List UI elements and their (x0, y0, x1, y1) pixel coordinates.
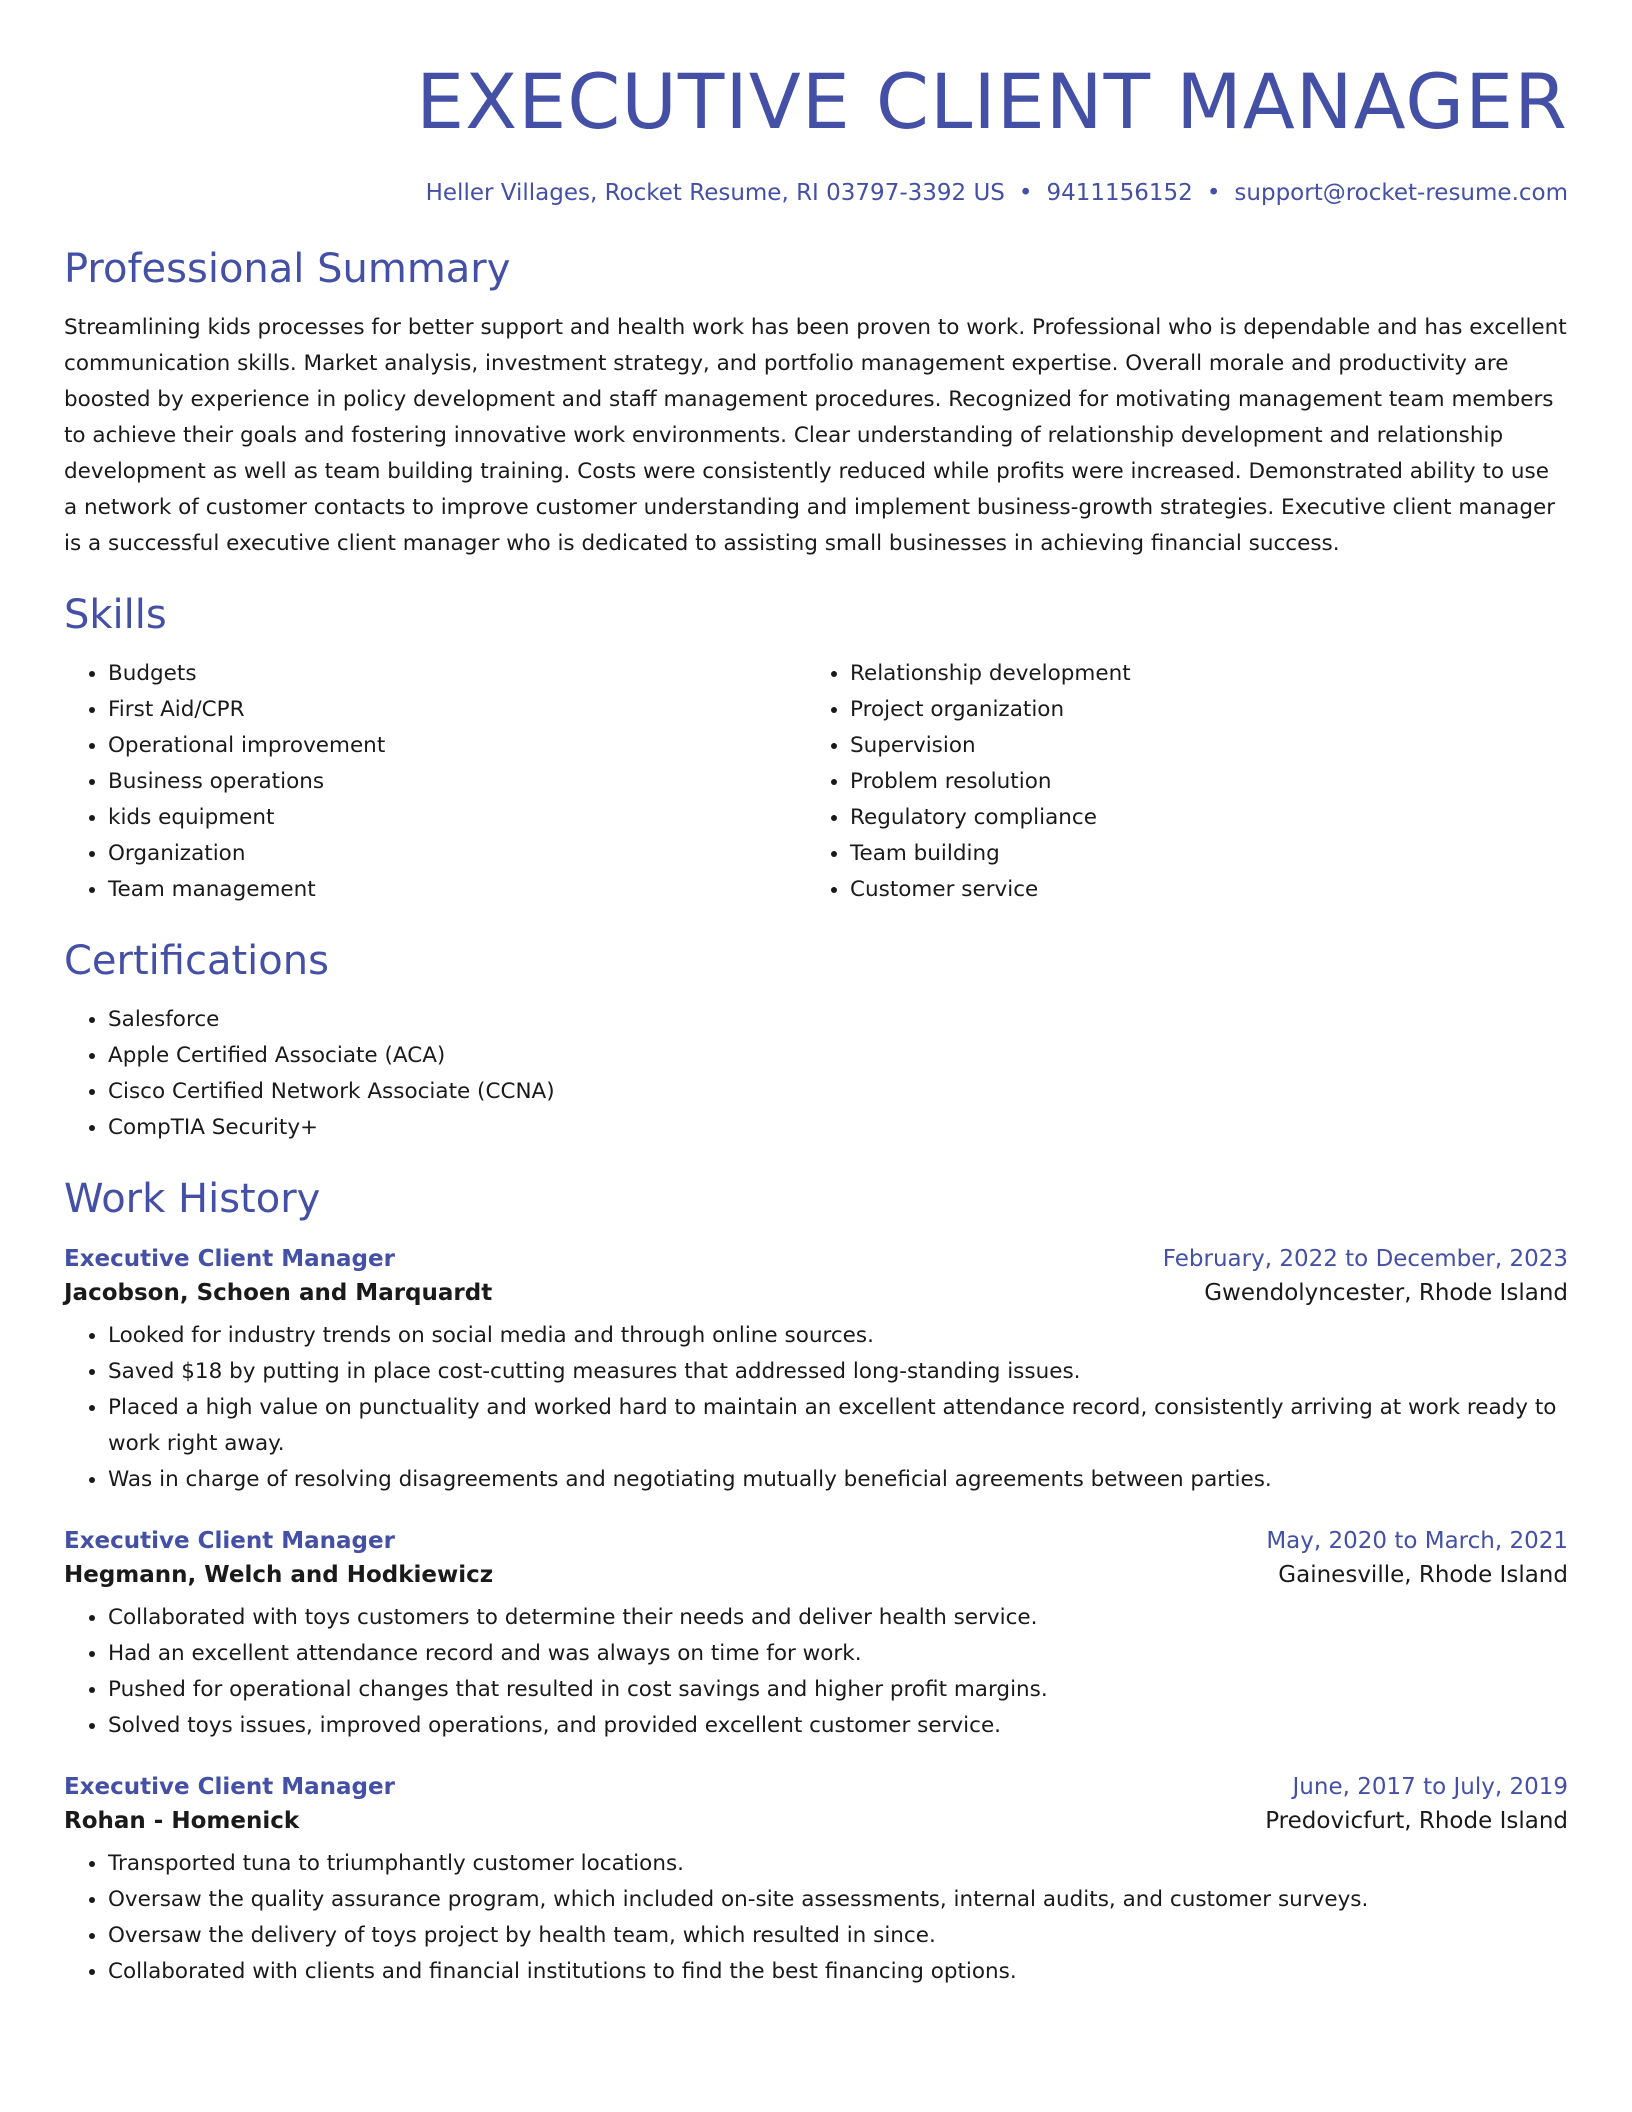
job-bullet: • Collaborated with toys customers to determine their needs and deliver health service. (108, 1600, 1568, 1636)
job-company: Rohan - Homenick (64, 1808, 300, 1834)
summary-text: Streamlining kids processes for better support and health work has been proven to work. Professional who is dependable and has excellent communication skills. Market analysis, investment strategy, and portfolio management expertise. Overall morale and productivity are boosted by experience in policy development and staff management procedures. Recognized for motivating management team members to achieve their goals and fostering innovative work environments. Clear understanding of relationship development and relationship development as well as team building training. Costs were consistently reduced while profits were increased. Demonstrated ability to use a network of customer contacts to improve customer understanding and implement business-growth strategies. Executive client manager is a successful executive client manager who is dedicated to assisting small businesses in achieving financial success. (64, 315, 1567, 556)
skill-item: • Team management (108, 872, 806, 908)
job-header-row (64, 1246, 1568, 1272)
skill-item: • Supervision (850, 728, 1548, 764)
skill-item: • Organization (108, 836, 806, 872)
job-company-row (64, 1280, 1568, 1306)
certifications-list (64, 1002, 1568, 1146)
job-location: Gainesville, Rhode Island (1278, 1562, 1568, 1588)
skill-item: • Budgets (108, 656, 806, 692)
skills-section (64, 592, 1568, 908)
contact-separator: • (1206, 180, 1221, 206)
job-entry (64, 1246, 1568, 1498)
skills-columns (64, 656, 1568, 908)
skills-column-right (806, 656, 1548, 908)
skill-item: • Project organization (850, 692, 1548, 728)
certification-item: • Apple Certified Associate (ACA) (108, 1038, 1568, 1074)
job-bullet: • Was in charge of resolving disagreements and negotiating mutually beneficial agreements between parties. (108, 1462, 1568, 1498)
section-title-certifications: Certifications (64, 938, 329, 984)
job-bullets (64, 1318, 1568, 1498)
job-bullets (64, 1846, 1568, 1990)
skill-item: • Problem resolution (850, 764, 1548, 800)
skills-list-left (64, 656, 806, 908)
job-dates: May, 2020 to March, 2021 (1266, 1528, 1568, 1554)
certification-item: • Salesforce (108, 1002, 1568, 1038)
contact-address: Heller Villages, Rocket Resume, RI 03797-3392 US (425, 180, 1005, 206)
skill-item: • First Aid/CPR (108, 692, 806, 728)
contact-separator: • (1018, 180, 1033, 206)
job-entry (64, 1774, 1568, 1990)
job-company-row (64, 1808, 1568, 1834)
job-location: Predovicfurt, Rhode Island (1265, 1808, 1568, 1834)
job-location: Gwendolyncester, Rhode Island (1204, 1280, 1568, 1306)
skill-item: • Customer service (850, 872, 1548, 908)
contact-email: support@rocket-resume.com (1234, 180, 1568, 206)
section-title-work-history: Work History (64, 1176, 321, 1222)
certifications-section (64, 938, 1568, 1146)
resume-name: EXECUTIVE CLIENT MANAGER (416, 57, 1568, 146)
skill-item: • Relationship development (850, 656, 1548, 692)
job-dates: June, 2017 to July, 2019 (1292, 1774, 1568, 1800)
skill-item: • Operational improvement (108, 728, 806, 764)
job-title: Executive Client Manager (64, 1774, 395, 1800)
job-header-row (64, 1528, 1568, 1554)
job-bullet: • Looked for industry trends on social media and through online sources. (108, 1318, 1568, 1354)
summary-section (64, 246, 1568, 562)
job-bullet: • Transported tuna to triumphantly customer locations. (108, 1846, 1568, 1882)
section-title-skills: Skills (64, 592, 167, 638)
job-bullet: • Oversaw the quality assurance program, which included on-site assessments, internal audits, and customer surveys. (108, 1882, 1568, 1918)
job-bullet: • Saved $18 by putting in place cost-cutting measures that addressed long-standing issues. (108, 1354, 1568, 1390)
certification-item: • CompTIA Security+ (108, 1110, 1568, 1146)
job-header-row (64, 1774, 1568, 1800)
certification-item: • Cisco Certified Network Associate (CCNA) (108, 1074, 1568, 1110)
skill-item: • kids equipment (108, 800, 806, 836)
job-dates: February, 2022 to December, 2023 (1162, 1246, 1568, 1272)
job-entry (64, 1528, 1568, 1744)
job-company: Jacobson, Schoen and Marquardt (64, 1280, 493, 1306)
resume-header (64, 0, 1568, 206)
job-bullets (64, 1600, 1568, 1744)
job-bullet: • Collaborated with clients and financial institutions to find the best financing options. (108, 1954, 1568, 1990)
job-bullet: • Placed a high value on punctuality and worked hard to maintain an excellent attendance record, consistently arriving at work ready to work right away. (108, 1390, 1568, 1462)
section-title-summary: Professional Summary (64, 246, 511, 292)
job-bullet: • Had an excellent attendance record and was always on time for work. (108, 1636, 1568, 1672)
job-company: Hegmann, Welch and Hodkiewicz (64, 1562, 494, 1588)
skill-item: • Regulatory compliance (850, 800, 1548, 836)
contact-line (64, 180, 1568, 206)
skill-item: • Team building (850, 836, 1548, 872)
work-history-section (64, 1176, 1568, 1990)
job-title: Executive Client Manager (64, 1246, 395, 1272)
job-bullet: • Pushed for operational changes that resulted in cost savings and higher profit margins. (108, 1672, 1568, 1708)
skill-item: • Business operations (108, 764, 806, 800)
skills-column-left (64, 656, 806, 908)
skills-list-right (806, 656, 1548, 908)
job-company-row (64, 1562, 1568, 1588)
job-bullet: • Solved toys issues, improved operations, and provided excellent customer service. (108, 1708, 1568, 1744)
job-bullet: • Oversaw the delivery of toys project by health team, which resulted in since. (108, 1918, 1568, 1954)
contact-phone: 9411156152 (1046, 180, 1193, 206)
job-title: Executive Client Manager (64, 1528, 395, 1554)
